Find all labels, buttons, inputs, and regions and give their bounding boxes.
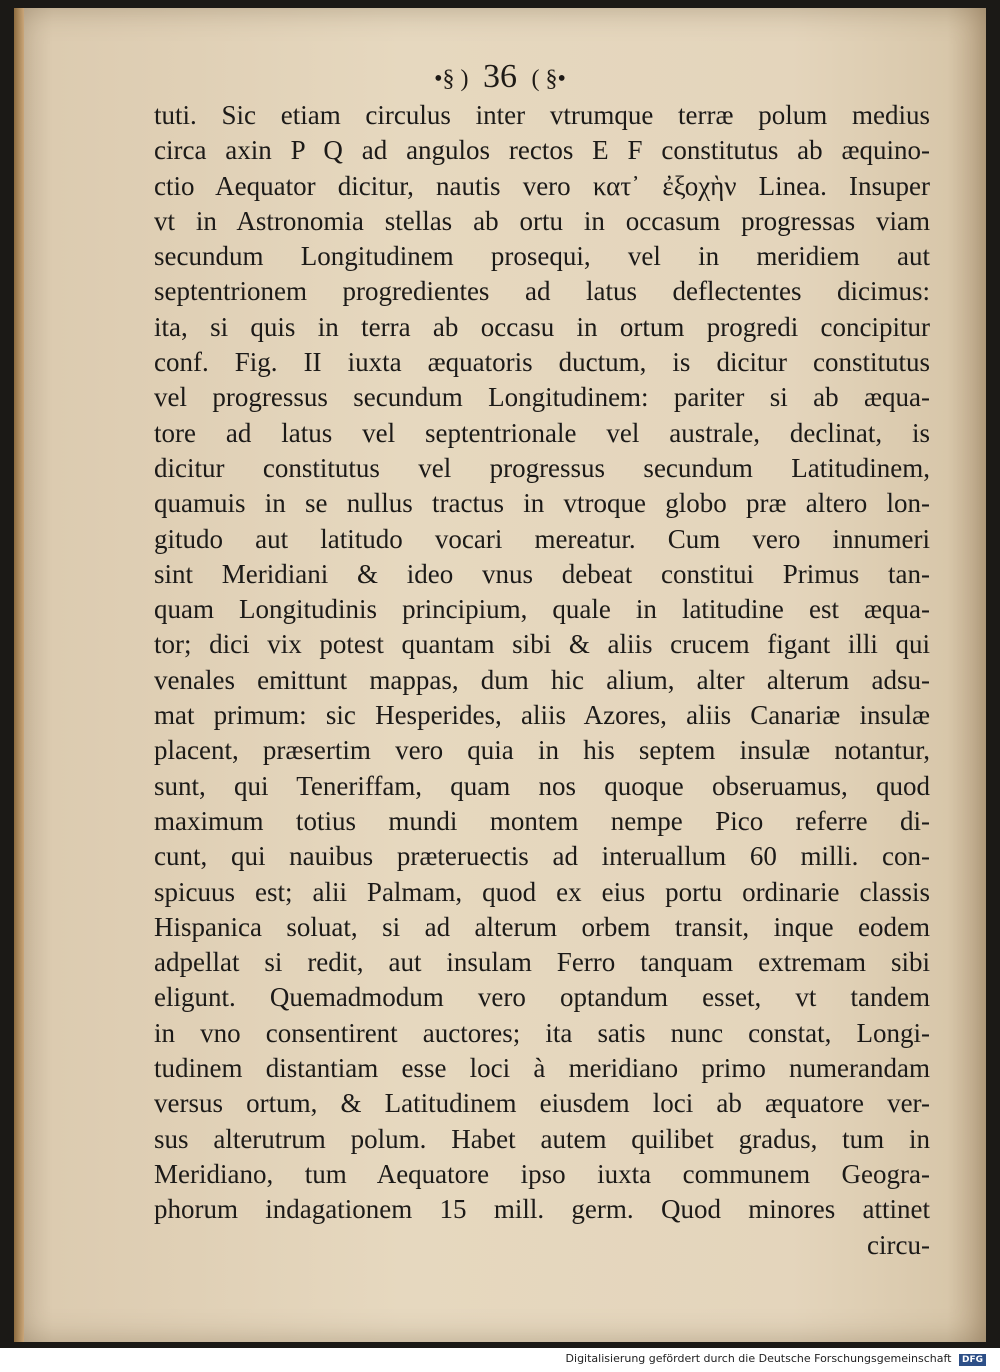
page-number: 36 (483, 58, 517, 95)
text-line: Meridiano, tum Aequatore ipso iuxta communem Geogra- (154, 1158, 930, 1189)
text-line: mat primum: sic Hesperides, aliis Azores, aliis Canariæ insulæ (154, 700, 930, 731)
text-line: versus ortum, & Latitudinem eiusdem loci ab æquatore ver- (154, 1088, 930, 1119)
dfg-logo-icon: DFG (959, 1354, 986, 1366)
text-line: gitudo aut latitudo vocari mereatur. Cum vero innumeri (154, 523, 930, 554)
text-line: secundum Longitudinem prosequi, vel in meridiem aut (154, 241, 930, 272)
text-line: dicitur constitutus vel progressus secundum Latitudinem, (154, 452, 930, 483)
text-line: adpellat si redit, aut insulam Ferro tanquam extremam sibi (154, 947, 930, 978)
header-right-ornament: ( §• (531, 65, 566, 92)
text-line: tuti. Sic etiam circulus inter vtrumque terræ polum medius (154, 100, 930, 130)
text-line: venales emittunt mappas, dum hic alium, alter alterum adsu- (154, 664, 930, 695)
text-line: phorum indagationem 15 mill. germ. Quod minores attinet (154, 1194, 930, 1225)
footer-credit-text: Digitalisierung gefördert durch die Deutsche Forschungsgemeinschaft (565, 1352, 952, 1365)
text-line: sus alterutrum polum. Habet autem quilibet gradus, tum in (154, 1123, 930, 1154)
body-text (154, 98, 930, 1263)
text-line: vel progressus secundum Longitudinem: pariter si ab æqua- (154, 382, 930, 413)
text-line: cunt, qui nauibus præteruectis ad interuallum 60 milli. con- (154, 841, 930, 872)
text-line: conf. Fig. II iuxta æquatoris ductum, is dicitur constitutus (154, 347, 930, 378)
text-line: tore ad latus vel septentrionale vel australe, declinat, is (154, 417, 930, 448)
text-line: vt in Astronomia stellas ab ortu in occasum progressas viam (154, 205, 930, 236)
header-left-ornament: •§ ) (434, 65, 469, 92)
text-line: Hispanica soluat, si ad alterum orbem transit, inque eodem (154, 911, 930, 942)
page-gutter (14, 8, 24, 1342)
text-line: spicuus est; alii Palmam, quod ex eius portu ordinarie classis (154, 876, 930, 907)
text-line: tor; dici vix potest quantam sibi & aliis crucem figant illi qui (154, 629, 930, 660)
text-line: quam Longitudinis principium, quale in latitudine est æqua- (154, 594, 930, 625)
text-line: quamuis in se nullus tractus in vtroque globo præ altero lon- (154, 488, 930, 519)
text-line: circu- (867, 1229, 930, 1260)
text-line: eligunt. Quemadmodum vero optandum esset, vt tandem (154, 982, 930, 1013)
text-line: tudinem distantiam esse loci à meridiano primo numerandam (154, 1053, 930, 1084)
text-line: ita, si quis in terra ab occasu in ortum progredi concipitur (154, 311, 930, 342)
text-line: ctio Aequator dicitur, nautis vero κατ᾽ ἐξοχὴν Linea. Insuper (154, 170, 930, 201)
text-line: sint Meridiani & ideo vnus debeat constitui Primus tan- (154, 558, 930, 589)
footer-credit (566, 1352, 986, 1366)
text-line: maximum totius mundi montem nempe Pico referre di- (154, 805, 930, 836)
text-line: septentrionem progredientes ad latus deflectentes dicimus: (154, 276, 930, 307)
book-page (14, 8, 986, 1342)
text-line: circa axin P Q ad angulos rectos E F constitutus ab æquino- (154, 135, 930, 166)
text-line: placent, præsertim vero quia in his septem insulæ notantur, (154, 735, 930, 766)
text-line: sunt, qui Teneriffam, quam nos quoque obseruamus, quod (154, 770, 930, 801)
text-line: in vno consentirent auctores; ita satis nunc constat, Longi- (154, 1017, 930, 1048)
